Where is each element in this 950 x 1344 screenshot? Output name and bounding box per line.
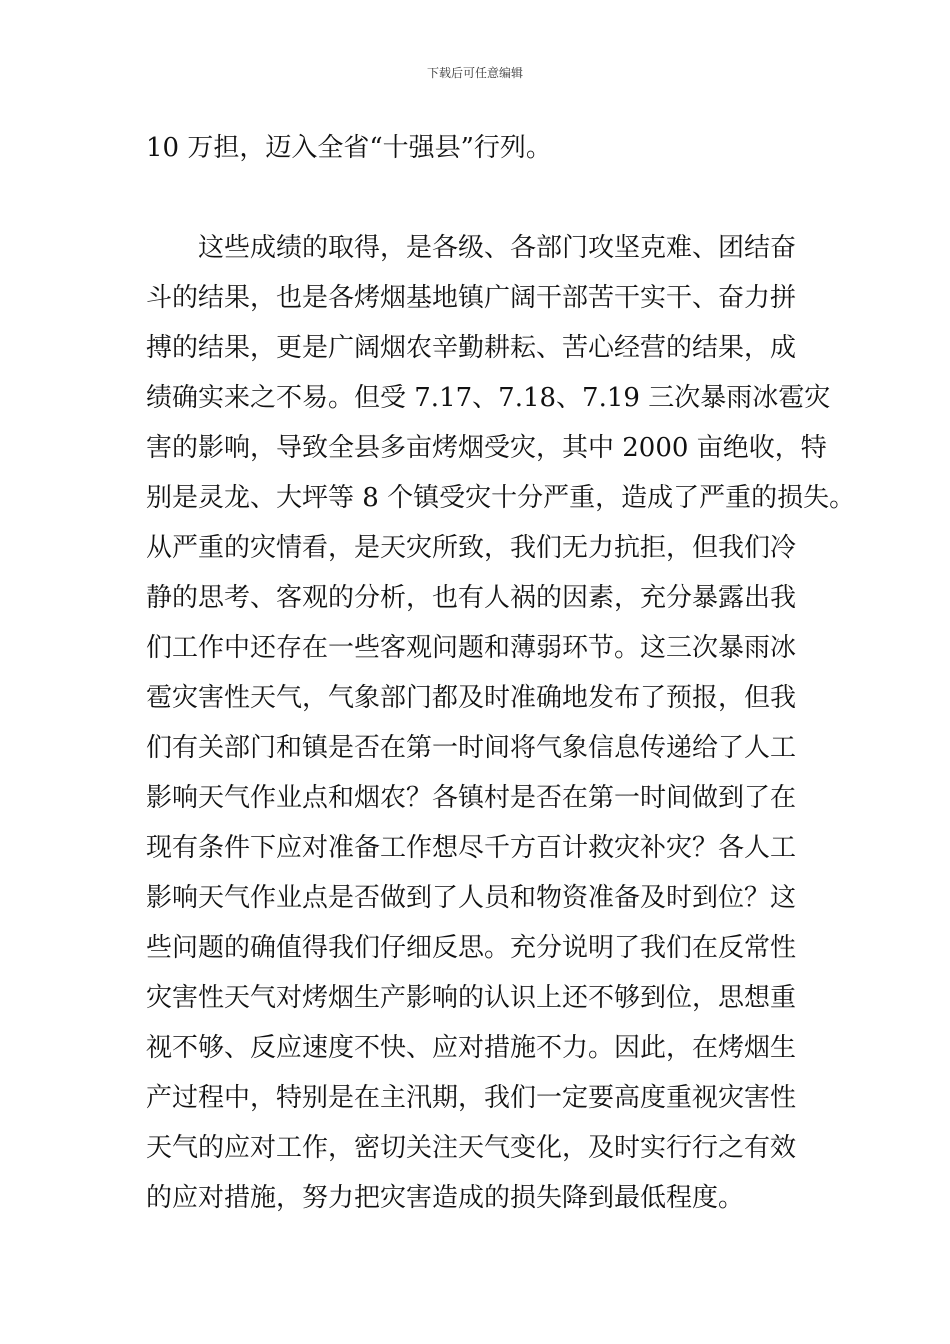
text-line: 影响天气作业点和烟农？各镇村是否在第一时间做到了在 bbox=[146, 783, 797, 813]
text-line: 搏的结果，更是广阔烟农辛勤耕耘、苦心经营的结果，成 bbox=[146, 333, 797, 363]
paragraph-first-line: 这些成绩的取得，是各级、各部门攻坚克难、团结奋 bbox=[198, 233, 797, 263]
text-line: 灾害性天气对烤烟生产影响的认识上还不够到位，思想重 bbox=[146, 983, 797, 1013]
text-line: 别是灵龙、大坪等 8 个镇受灾十分严重，造成了严重的损失。 bbox=[146, 483, 856, 513]
page-header: 下载后可任意编辑 bbox=[426, 66, 523, 80]
text-line: 从严重的灾情看，是天灾所致，我们无力抗拒，但我们冷 bbox=[146, 533, 797, 563]
text-line: 10 万担，迈入全省“十强县”行列。 bbox=[146, 133, 552, 163]
text-line: 些问题的确值得我们仔细反思。充分说明了我们在反常性 bbox=[146, 933, 797, 963]
text-line: 们工作中还存在一些客观问题和薄弱环节。这三次暴雨冰 bbox=[146, 633, 797, 663]
text-line: 雹灾害性天气，气象部门都及时准确地发布了预报，但我 bbox=[146, 683, 797, 713]
text-line: 影响天气作业点是否做到了人员和物资准备及时到位？这 bbox=[146, 883, 797, 913]
text-line: 害的影响，导致全县多亩烤烟受灾，其中 2000 亩绝收，特 bbox=[146, 433, 827, 463]
text-line: 的应对措施，努力把灾害造成的损失降到最低程度。 bbox=[146, 1183, 745, 1213]
text-line: 绩确实来之不易。但受 7.17、7.18、7.19 三次暴雨冰雹灾 bbox=[146, 383, 831, 413]
text-line: 天气的应对工作，密切关注天气变化，及时实行行之有效 bbox=[146, 1133, 797, 1163]
text-line: 们有关部门和镇是否在第一时间将气象信息传递给了人工 bbox=[146, 733, 797, 763]
text-line: 现有条件下应对准备工作想尽千方百计救灾补灾？各人工 bbox=[146, 833, 797, 863]
text-line: 视不够、反应速度不快、应对措施不力。因此，在烤烟生 bbox=[146, 1033, 797, 1063]
text-line: 斗的结果，也是各烤烟基地镇广阔干部苦干实干、奋力拼 bbox=[146, 283, 797, 313]
text-line: 静的思考、客观的分析，也有人祸的因素，充分暴露出我 bbox=[146, 583, 797, 613]
text-line: 产过程中，特别是在主汛期，我们一定要高度重视灾害性 bbox=[146, 1083, 797, 1113]
